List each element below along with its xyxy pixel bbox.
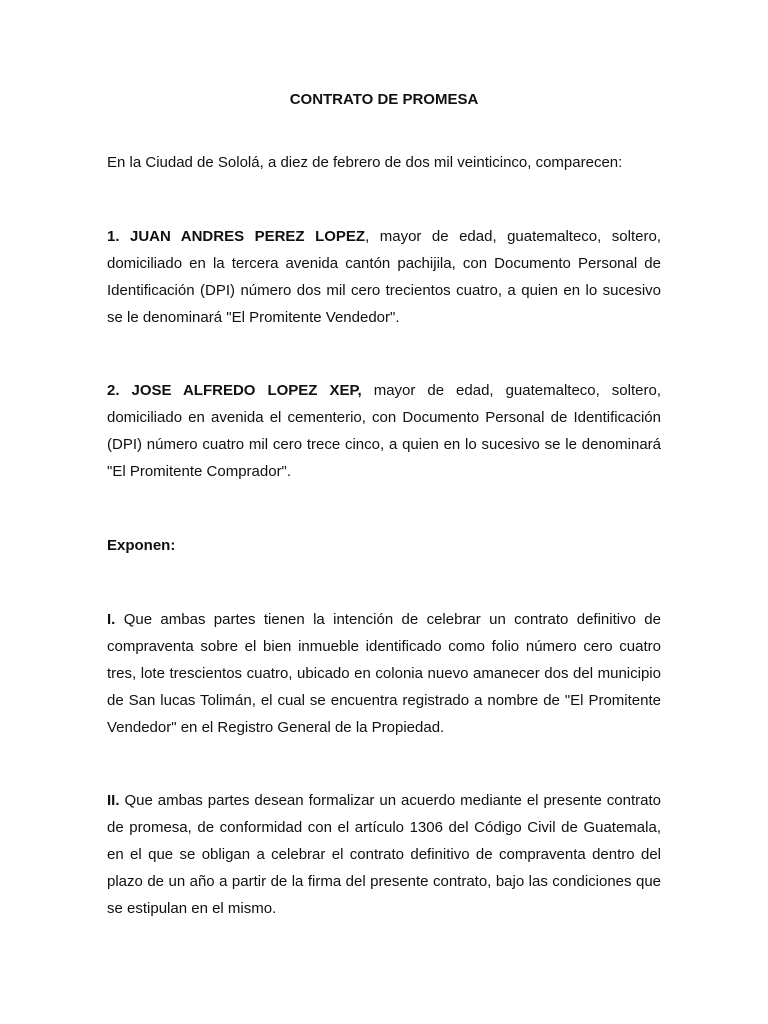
clause2-paragraph [107,787,661,922]
party1-paragraph [107,223,661,331]
party2-paragraph [107,377,661,485]
document-title: CONTRATO DE PROMESA [289,91,479,108]
party1-name: 1. JUAN ANDRES PEREZ LOPEZ [107,228,366,245]
intro-text: En la Ciudad de Sololá, a diez de febrero de dos mil veinticinco, comparecen: [107,154,623,171]
intro-paragraph [107,149,661,176]
section-heading-paragraph [107,532,661,559]
clause2-text: Que ambas partes desean formalizar un acuerdo mediante el presente contrato de promesa, de conformidad con el artículo 1306 del Código Civil de Guatemala, en el que se obligan a celebrar el contrato definitivo de compraventa dentro del plazo de un año a partir de la firma del presente contrato, bajo las condiciones que se estipulan en el mismo. [107,792,661,917]
clause1-paragraph [107,606,661,741]
clause1-numeral: I. [107,611,116,628]
party1-text: , mayor de edad, guatemalteco, soltero, domiciliado en la tercera avenida cantón pachijila, con Documento Personal de Identificación (DPI) número dos mil cero trecientos cuatro, a quien en lo sucesivo se le denominará "El Promitente Vendedor". [107,228,661,326]
clause2-numeral: II. [107,792,120,809]
party2-name: 2. JOSE ALFREDO LOPEZ XEP, [107,382,362,399]
section-heading: Exponen: [107,537,176,554]
party2-text: mayor de edad, guatemalteco, soltero, domiciliado en avenida el cementerio, con Documento Personal de Identificación (DPI) número cuatro mil cero trece cinco, a quien en lo sucesivo se le denominará "El Promitente Comprador". [107,382,661,480]
clause1-text: Que ambas partes tienen la intención de celebrar un contrato definitivo de compraventa sobre el bien inmueble identificado como folio número cero cuatro tres, lote trescientos cuatro, ubicado en colonia nuevo amanecer dos del municipio de San lucas Tolimán, el cual se encuentra registrado a nombre de "El Promitente Vendedor" en el Registro General de la Propiedad. [107,611,661,736]
